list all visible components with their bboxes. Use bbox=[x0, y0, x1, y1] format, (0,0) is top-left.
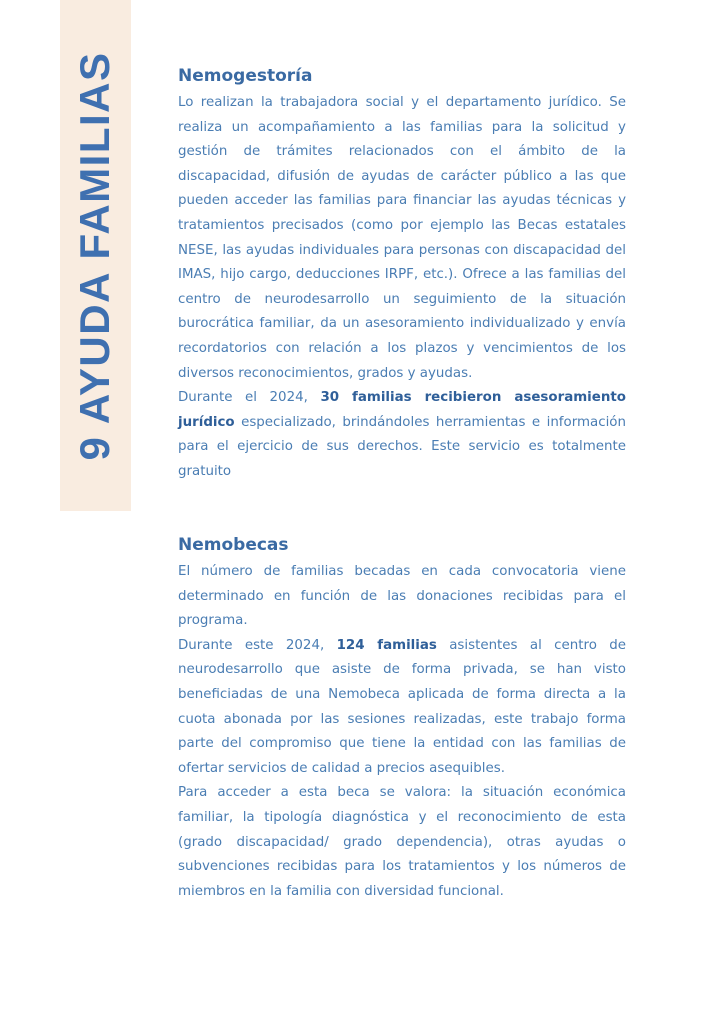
section-number-title: 9 AYUDA FAMILIAS bbox=[71, 51, 118, 461]
paragraph: El número de familias becadas en cada convocatoria viene determinado en función de las donaciones recibidas para el programa. bbox=[178, 564, 626, 629]
highlight-paragraph bbox=[178, 386, 626, 484]
text-after: especializado, brindándoles herramientas e información para el ejercicio de sus derechos. Este servicio es totalmente gratuito bbox=[178, 414, 626, 479]
section-title: Nemogestoría bbox=[178, 66, 313, 86]
closing-paragraph: Para acceder a esta beca se valora: la situación económica familiar, la tipología diagnóstica y el reconocimiento de esta (grado discapacidad/ grado dependencia), otras ayudas o subvenciones recibidas para los tratamientos y los números de miembros en la familia con diversidad funcional. bbox=[178, 785, 626, 899]
highlight-paragraph bbox=[178, 634, 626, 782]
highlight-text: 124 familias bbox=[336, 637, 437, 653]
text-after: asistentes al centro de neurodesarrollo que asiste de forma privada, se han visto beneficiadas de una Nemobeca aplicada de forma directa a la cuota abonada por las sesiones realizadas, este trabajo forma parte del compromiso que tiene la entidad con las familias de ofertar servicios de calidad a precios asequibles. bbox=[178, 637, 626, 776]
highlight-text: 30 familias recibieron asesoramiento jurídico bbox=[178, 390, 626, 430]
text-before: Durante el 2024, bbox=[178, 390, 321, 406]
text-before: Durante este 2024, bbox=[178, 637, 337, 653]
section-title: Nemobecas bbox=[178, 535, 289, 555]
paragraph: Lo realizan la trabajadora social y el departamento jurídico. Se realiza un acompañamiento a las familias para la solicitud y gestión de trámites relacionados con el ámbito de la discapacidad, difusión de ayudas de carácter público a las que pueden acceder las familias para financiar las ayudas técnicas y tratamientos precisados (como por ejemplo las Becas estatales NESE, las ayudas individuales para personas con discapacidad del IMAS, hijo cargo, deducciones IRPF, etc.). Ofrece a las familias del centro de neurodesarrollo un seguimiento de la situación burocrática familiar, da un asesoramiento individualizado y envía recordatorios con relación a los plazos y vencimientos de los diversos reconocimientos, grados y ayudas. bbox=[178, 95, 626, 381]
section-nemobecas bbox=[178, 533, 626, 904]
section-nemogestoria bbox=[178, 64, 626, 485]
